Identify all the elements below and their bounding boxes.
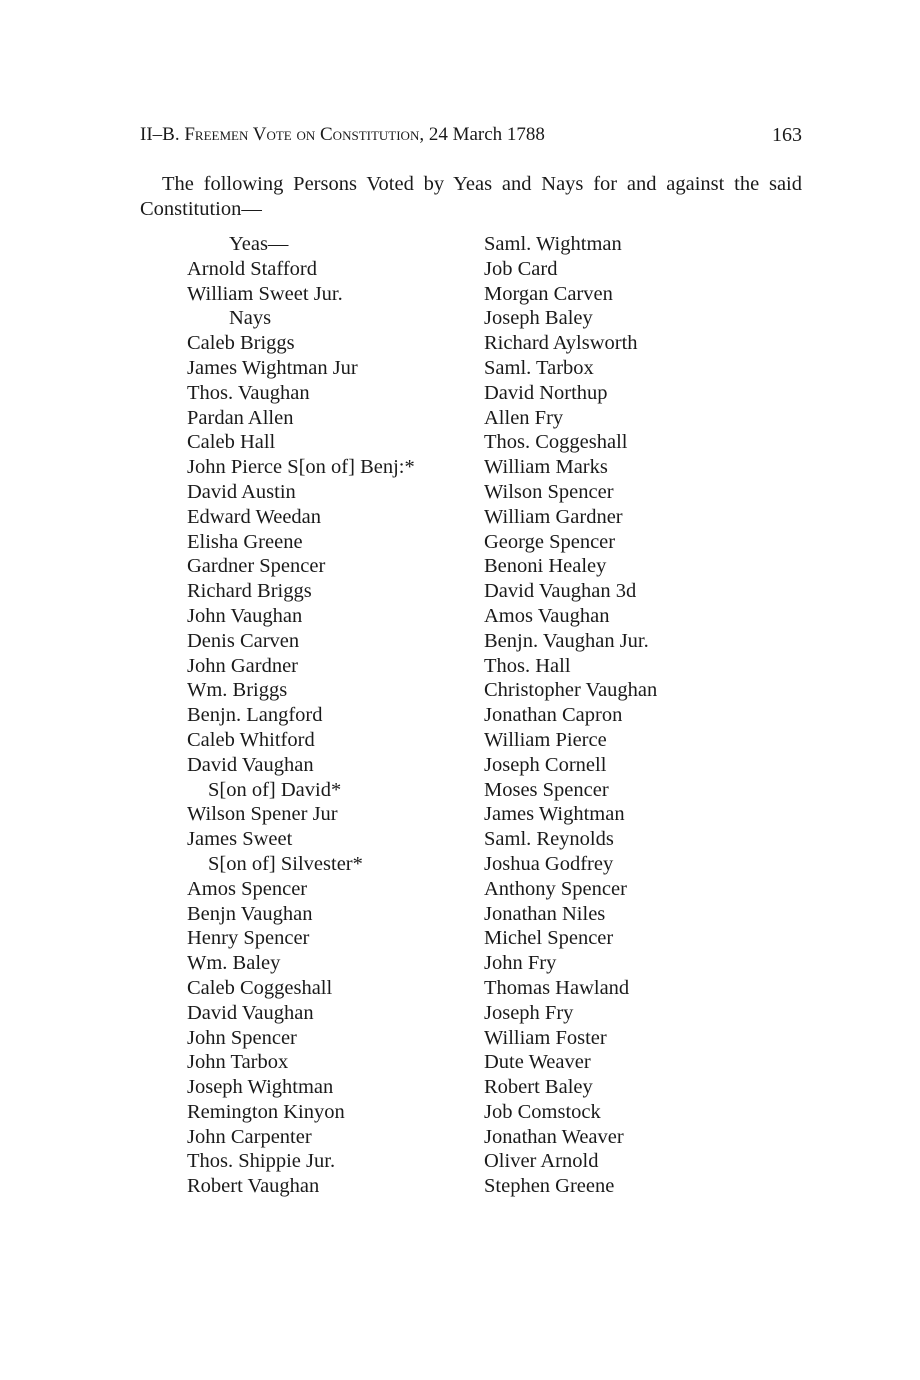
voter-name: Arnold Stafford — [187, 257, 318, 280]
voter-name: Joshua Godfrey — [484, 852, 614, 875]
voter-name: Henry Spencer — [187, 927, 310, 950]
voter-name: Jonathan Weaver — [484, 1125, 624, 1148]
voter-name: Saml. Tarbox — [484, 356, 594, 379]
voter-name: Benjn Vaughan — [187, 902, 313, 925]
voter-name: Job Card — [484, 257, 558, 280]
voter-name: Wilson Spencer — [484, 480, 614, 503]
voter-name: Wm. Baley — [187, 952, 281, 975]
running-title-prefix: II–B. — [140, 124, 185, 145]
voter-name: Thomas Hawland — [484, 976, 630, 999]
voter-name: Jonathan Niles — [484, 902, 606, 925]
voter-name: Job Comstock — [484, 1100, 601, 1123]
voter-name: Caleb Briggs — [187, 332, 295, 355]
voter-name: John Fry — [484, 952, 557, 975]
voter-name: Anthony Spencer — [484, 877, 627, 900]
voter-name: Robert Baley — [484, 1076, 593, 1099]
voter-name: Stephen Greene — [484, 1175, 615, 1198]
voter-name: Gardner Spencer — [187, 555, 326, 578]
voter-name: William Sweet Jur. — [187, 282, 343, 305]
voter-name: Edward Weedan — [187, 505, 322, 528]
voter-name: Elisha Greene — [187, 530, 303, 553]
voter-name: Benoni Healey — [484, 555, 607, 578]
running-title — [140, 122, 545, 148]
vote-heading: Nays — [229, 307, 272, 330]
voter-name: Amos Spencer — [187, 877, 308, 900]
voter-name: John Tarbox — [187, 1051, 289, 1074]
voter-name: Christopher Vaughan — [484, 679, 658, 702]
intro-paragraph: The following Persons Voted by Yeas and Nays for and against the said Constitution— — [140, 173, 802, 220]
voter-name: Denis Carven — [187, 629, 300, 652]
voter-name: Michel Spencer — [484, 927, 614, 950]
voter-name: Caleb Hall — [187, 431, 276, 454]
voter-name: Robert Vaughan — [187, 1175, 320, 1198]
voter-name: Remington Kinyon — [187, 1100, 345, 1123]
voter-name: Joseph Baley — [484, 307, 593, 330]
voter-name: Allen Fry — [484, 406, 564, 429]
voter-name: Oliver Arnold — [484, 1150, 599, 1173]
voter-name: George Spencer — [484, 530, 616, 553]
voter-name: Richard Briggs — [187, 580, 312, 603]
voter-name: Dute Weaver — [484, 1051, 591, 1074]
voter-name: William Gardner — [484, 505, 623, 528]
left-name-column — [187, 232, 415, 1199]
voter-name: Joseph Wightman — [187, 1076, 334, 1099]
voter-name: David Austin — [187, 480, 296, 503]
voter-name: James Wightman Jur — [187, 356, 358, 379]
voter-name: S[on of] David* — [208, 778, 342, 801]
voter-name: David Vaughan — [187, 1001, 314, 1024]
voter-name: Caleb Whitford — [187, 728, 315, 751]
voter-name: John Gardner — [187, 654, 299, 677]
voter-name: James Sweet — [187, 828, 293, 851]
voter-name: Saml. Wightman — [484, 233, 622, 255]
voter-name: Caleb Coggeshall — [187, 976, 333, 999]
voter-name: John Carpenter — [187, 1125, 312, 1148]
voter-name: David Vaughan 3d — [484, 580, 637, 603]
voter-name: David Vaughan — [187, 753, 314, 776]
voter-name: James Wightman — [484, 803, 625, 826]
voter-name: Wilson Spener Jur — [187, 803, 338, 826]
voter-name: John Pierce S[on of] Benj:* — [187, 456, 415, 479]
voter-name: Moses Spencer — [484, 778, 609, 801]
voter-name: Saml. Reynolds — [484, 828, 614, 851]
voter-name: Joseph Cornell — [484, 753, 607, 776]
voter-name: Thos. Coggeshall — [484, 431, 628, 454]
voter-name: Benjn. Langford — [187, 704, 323, 727]
running-head — [140, 122, 802, 148]
voter-name: Wm. Briggs — [187, 679, 288, 702]
voter-name: Thos. Shippie Jur. — [187, 1150, 336, 1173]
voter-name: William Marks — [484, 456, 608, 479]
voter-name: David Northup — [484, 381, 608, 404]
voter-name: Benjn. Vaughan Jur. — [484, 629, 649, 652]
voter-name: Pardan Allen — [187, 406, 294, 429]
right-name-column — [484, 232, 657, 1199]
voter-name: Morgan Carven — [484, 282, 613, 305]
page-number: 163 — [772, 124, 802, 146]
voter-name: Jonathan Capron — [484, 704, 623, 727]
running-title-smallcaps: Freemen Vote on Constitution — [184, 124, 420, 145]
voter-name: Amos Vaughan — [484, 604, 610, 627]
running-title-suffix: , 24 March 1788 — [419, 124, 545, 145]
voter-name: Thos. Vaughan — [187, 381, 310, 404]
voter-name: John Spencer — [187, 1026, 297, 1049]
voter-name: S[on of] Silvester* — [208, 852, 363, 875]
voter-name: Thos. Hall — [484, 654, 571, 677]
voter-name: John Vaughan — [187, 604, 303, 627]
voter-name: William Pierce — [484, 728, 607, 751]
voter-name: Joseph Fry — [484, 1001, 574, 1024]
voter-name: Richard Aylsworth — [484, 332, 638, 355]
vote-heading: Yeas— — [229, 233, 289, 255]
voter-name: William Foster — [484, 1026, 607, 1049]
